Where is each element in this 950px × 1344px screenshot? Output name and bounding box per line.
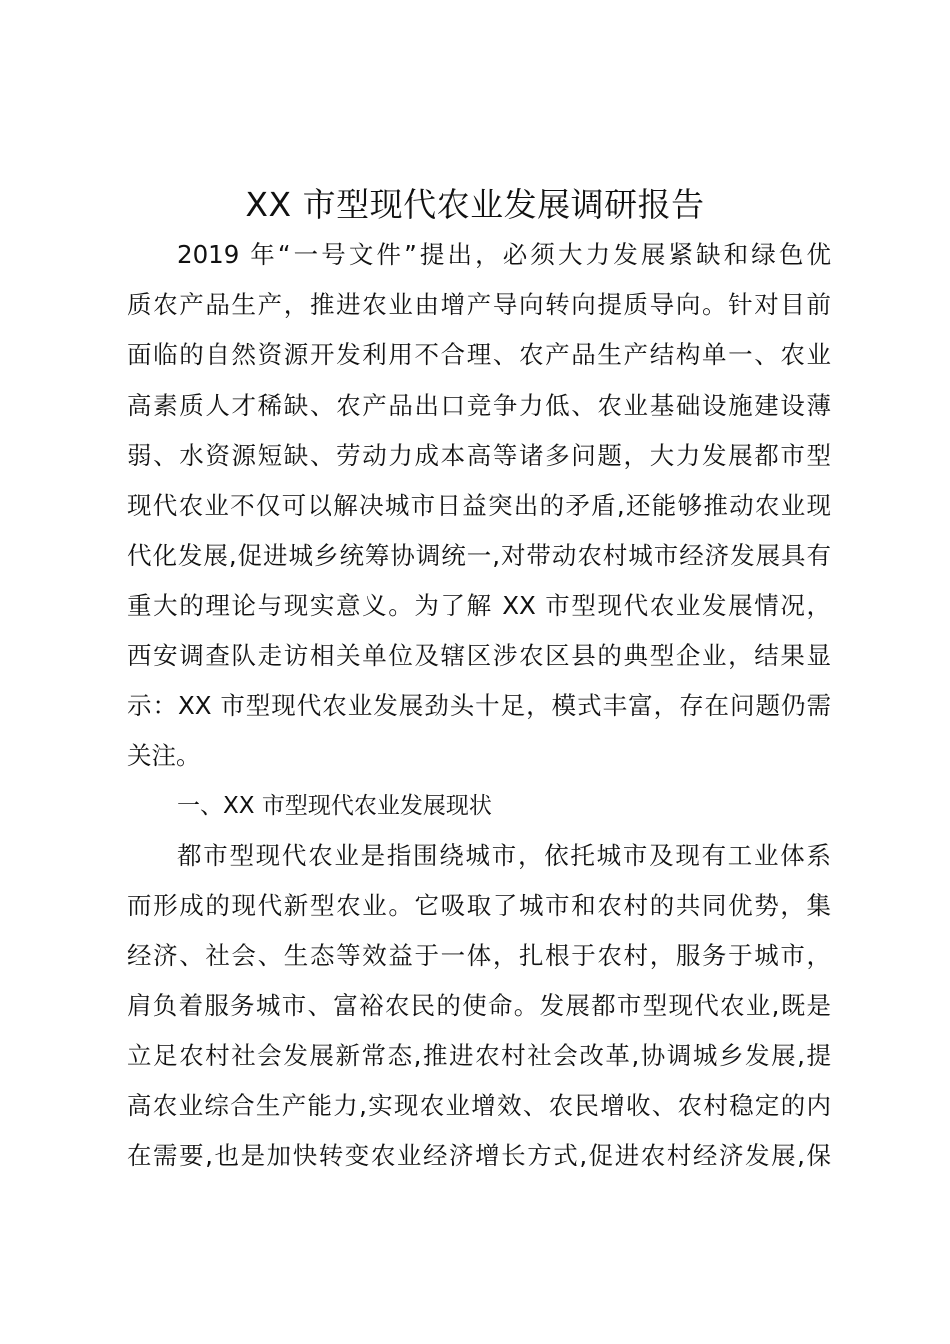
section-line: 经济、社会、生态等效益于一体，扎根于农村，服务于城市， <box>127 941 831 970</box>
intro-line: 西安调查队走访相关单位及辖区涉农区县的典型企业，结果显 <box>127 641 831 670</box>
section-line: 立足农村社会发展新常态,推进农村社会改革,协调城乡发展,提 <box>127 1041 831 1070</box>
section-line: 高农业综合生产能力,实现农业增效、农民增收、农村稳定的内 <box>127 1091 831 1120</box>
document-title: XX 市型现代农业发展调研报告 <box>245 185 705 224</box>
intro-line: 代化发展,促进城乡统筹协调统一,对带动农村城市经济发展具有 <box>127 541 831 570</box>
intro-line: 示：XX 市型现代农业发展劲头十足，模式丰富，存在问题仍需 <box>127 691 831 720</box>
intro-line: 现代农业不仅可以解决城市日益突出的矛盾,还能够推动农业现 <box>127 491 831 520</box>
intro-line: 质农产品生产，推进农业由增产导向转向提质导向。针对目前 <box>127 290 831 319</box>
intro-line: 弱、水资源短缺、劳动力成本高等诸多问题，大力发展都市型 <box>127 441 831 470</box>
intro-line: 高素质人才稀缺、农产品出口竞争力低、农业基础设施建设薄 <box>127 391 831 420</box>
intro-line: 重大的理论与现实意义。为了解 XX 市型现代农业发展情况， <box>127 591 831 620</box>
intro-line: 2019 年“一号文件”提出，必须大力发展紧缺和绿色优 <box>177 240 831 269</box>
section-heading: 一、XX 市型现代农业发展现状 <box>177 793 492 819</box>
intro-line-last: 关注。 <box>127 741 201 770</box>
section-line: 而形成的现代新型农业。它吸取了城市和农村的共同优势，集 <box>127 891 831 920</box>
section-line: 在需要,也是加快转变农业经济增长方式,促进农村经济发展,保 <box>127 1141 831 1170</box>
section-line: 都市型现代农业是指围绕城市，依托城市及现有工业体系 <box>177 841 831 870</box>
intro-line: 面临的自然资源开发利用不合理、农产品生产结构单一、农业 <box>127 340 831 369</box>
section-line: 肩负着服务城市、富裕农民的使命。发展都市型现代农业,既是 <box>127 991 831 1020</box>
